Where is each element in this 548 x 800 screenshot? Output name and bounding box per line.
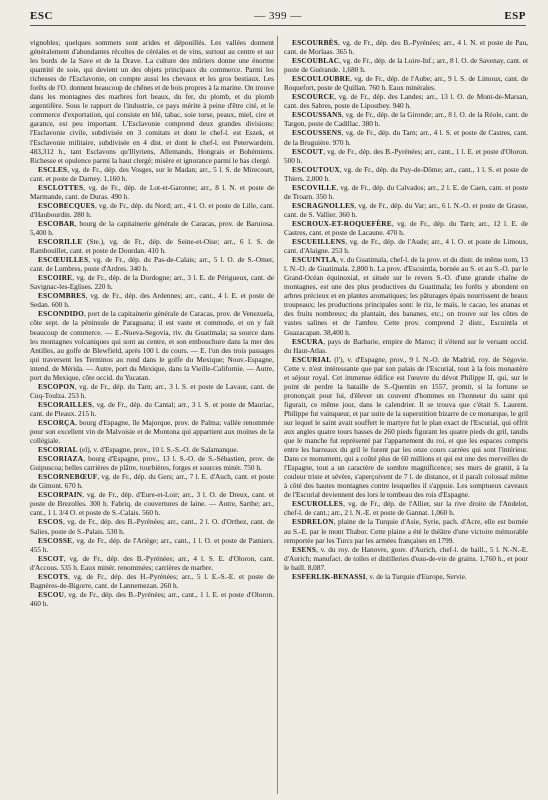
dictionary-entry [284,545,528,572]
dictionary-entry [30,572,274,590]
entry-headword: ESCOTS [38,571,68,581]
entry-text: , vg. de Fr., dép. du Gers; arr., 7 l. E. d'Auch, cant. et poste de Gimont. 670 h. [30,472,274,491]
dictionary-entry [30,237,274,255]
entry-headword: ESCOPON [38,381,75,391]
dictionary-entry [30,255,274,273]
dictionary-entry [30,490,274,517]
entry-headword: ESCLOTTES [38,182,84,192]
dictionary-entry [284,165,528,183]
entry-text: (el), v. d'Espagne, prov., 10 l. S.-S.-O. de Salamanque. [77,445,239,455]
dictionary-entry [284,183,528,201]
running-header [30,10,526,24]
entry-text: , vg. de Fr., dép. du Tarn; arr., 12 l. E. de Castres, cant. et poste de Lacaune. 470 h. [284,218,528,237]
entry-headword: ESDRELON [292,517,334,527]
dictionary-entry [30,472,274,490]
dictionary-entry [30,273,274,291]
entry-text: , vg. de Fr., dép. de l'Aude; arr., 4 l. O. et poste de Limoux, cant. d'Alaigne. 253 h. [284,237,528,256]
entry-headword: ESCOU [38,589,65,599]
entry-headword: ESCOUSSANS [292,110,342,120]
entry-text: , bourg d'Espagne, prov., 13 l. S.-O. de S.-Sébastien, prov. de Guipuscoa; belles carrières de plâtre, tourbières, forges et sources minér. 750 h. [30,454,274,473]
entry-text: , pays de Barbarie, empire de Maroc; il s'étend sur le versant occid. du Haut-Atlas. [284,336,528,355]
dictionary-entry [30,454,274,472]
entry-text: , vg. de Fr., dép. des H.-Pyrénées; arr., 5 l. E.-S.-E. et poste de Bagnères-de-Bigorre, cant. de Lannemezan. 260 h. [30,571,274,590]
header-rule [30,25,526,26]
entry-text: , vg. de Fr., dép. des B.-Pyrénées; arr., 4 l. N. et poste de Pau, cant. de Morlaas. 365 h. [284,38,528,57]
entry-text: , vg. de Fr., dép. du Var; arr., 6 l. N.-O. et poste de Grasse, cant. de S. Vallier. 360 h. [284,200,528,219]
dictionary-entry [284,201,528,219]
header-guide-word-left: ESC [30,10,53,22]
entry-headword: ESCORIAZA [38,454,84,464]
entry-headword: ESCOS [38,517,63,527]
entry-headword: ESCOT [38,553,64,563]
entry-headword: ESCOUTOUX [292,164,340,174]
entry-text: , vg. de Fr., dép. de la Gironde; arr., 8 l. O. de la Réole, cant. de Targon, poste de Cadillac. 380 h. [284,110,528,129]
entry-text: , vg. de Fr., dép. de l'Aube; arr., 9 l. S. de Limoux, cant. de Roquefort, poste de Quillan. 760 h. Eaux minérales. [284,74,528,93]
dictionary-entry [30,291,274,309]
entry-text: , vg. de Fr., dép. de l'Ariège; arr., cant., 1 l. O. et poste de Pamiers. 455 h. [30,535,274,554]
entry-headword: ESCOMBRES [38,291,86,301]
entry-text: , vg. de Fr., dép. du Tarn; arr., 3 l. S. et poste de Lavaur, cant. de Cuq-Toulza. 253 h. [30,381,274,400]
entry-headword: ESFERLIK-BENASSI [292,571,366,581]
dictionary-entry [284,355,528,500]
entry-text: , vg. de Fr., dép. de l'Allier, sur la rive droite de l'Andelot, chef-l. de cant.; arr., 2 l. N.-E. et poste de Gannat. 1,060 h. [284,499,528,518]
entry-headword: ESCOUT [292,146,324,156]
entry-text: , vg. de Fr., dép. de la Dordogne; arr., 3 l. E. de Périgueux, cant. de Savignac-les-Eglises. 220 h. [30,273,274,292]
page-number: — 399 — [254,10,302,22]
entry-text: , vg. de Fr., dép. d'Eure-et-Loir; arr., 3 l. O. de Dreux, cant. et poste de Brezolles. 300 h. Fabriq. de couvertures de laine. — Autre, Sarthe; arr., cant., 1 l. 3/4 O. et poste de S.-Calais. 560 h. [30,490,274,518]
dictionary-entry [30,590,274,608]
entry-headword: ESCOULOUBRE [292,74,351,84]
entry-headword: ESCRAGNOLLES [292,200,355,210]
left-column [30,38,274,608]
dictionary-entry [30,382,274,400]
dictionary-entry [30,309,274,381]
dictionary-entry [30,165,274,183]
entry-headword: ESCORILLE [38,237,83,247]
entry-text: , bourg de la capitainerie générale de Caracas, prov. de Baruiosa. 5,400 h. [30,218,274,237]
dictionary-entry [284,92,528,110]
dictionary-entry [284,572,528,581]
header-guide-word-right: ESP [504,10,526,22]
entry-headword: ESCOIRE [38,273,73,283]
entry-headword: ESCURIAL [292,354,332,364]
dictionary-entry [284,38,528,56]
entry-headword: ESCOURBÈS [292,38,339,47]
entry-text: , vg. de Fr., dép. du Cantal; arr., 3 l. S. et poste de Mauriac, cant. de Pleaux. 215 h. [30,399,274,418]
entry-text: , plaine de la Turquie d'Asie, Syrie, pach. d'Acre, elle est bornée au S.-E. par le mont Thabor. Cette plaine a été le théâtre d'une victoire mémorable remportée par les Turcs par les armées françaises en 1799. [284,517,528,545]
dictionary-entry [284,337,528,355]
entry-headword: ESCORAILLES [38,399,93,409]
dictionary-entry [30,201,274,219]
dictionary-entry [284,147,528,165]
entry-headword: ESCOURCE [292,92,335,102]
entry-text: , vg. de Fr., dép. des B.-Pyrénées; arr., cant., 2 l. O. d'Orthez, cant. de Salies, poste de S.-Palais. 530 h. [30,517,274,536]
entry-text: , v. du Guatimala, chef-l. de la prov. et du distr. de même nom, 13 l. N.-O. de Guatimala. 2,800 h. La prov. d'Escuintla, bornée au S. et au S.-O. par le Grand-Océan équinoxial, et située sur le revers S.-O. d'une grande chaîne de montagnes, est une des plus productives du Guatimala; les forêts y abondent en arbres précieux et en plantes aromatiques; les pâturages épais nourrissent de beaux troupeaux; les productions principales sont: le riz, le maïs, le cacao, les ananas et des fruits nombreux; du plantain, des bananes, etc.; on trouve sur les côtes de vastes salines et de l'ambre. Cette prov. comprend 2 distr., Escuintla et Guazacapan. 38,400 h. [284,255,528,337]
entry-headword: ESCUROLLES [292,499,344,509]
entry-text: , port de la capitainerie générale de Caracas, prov. de Venezuela, côte sept. de la péninsule de Paraguana; il est vaste et commode, et on y fait beaucoup de commerce. — E.-Nueva-Segovia, riv. du Guatimala; sa source dans les montagnes volcaniques qui sont au centre, et son embouchure dans la mer des Antilles, au golfe de Blewfield, après 100 l. de cours. — E. l'un des trois passages qui traversent les Terminos au rond dans le golfe du Mexique; Nouv.-Espagne, intend. de Mérida. — Autre, port du Mexique, dans la Vieille-Californie. — Autre, port du Mexique, côte occid. du Yucatan. [30,309,274,382]
entry-headword: ESCORNEBŒUF [38,472,98,482]
entry-headword: ESENS [292,544,317,554]
entry-text: (l'), v. d'Espagne, prov., 9 l. N.-O. de Madrid, roy. de Ségovie. Cette v. n'est intéressante que par son palais de l'Escurial, tout à la fois monastère et séjour royal. Cet immense édifice est l'œuvre du dévot Philippe II, qui, sur le point de perdre la bataille de S.-Quentin en 1557, promit, si la fortune se prononçait pour lui, d'élever un couvent d'hommes en l'honneur du saint qui figurait, ce même jour, dans le calendrier. Il se trouva que c'était S. Laurent. Philippe fut vainqueur, et par suite de la superstition bizarre de ce monarque, le gril sur lequel le saint avait souffert le martyre fut le plan exact de l'Escurial, qui offrit aux angles quatre tours basses de 260 pieds figurant les quatre pieds du gril, tandis que le manche fut représenté par l'appartement du roi, et que les espaces compris entre les barreaux du gril le furent par les onze cours carrées qui sont l'intérieur. Dans ce monument, qui a coûté plus de 60 millions et qui est une des merveilles de l'Espagne, tout a un caractère de sombre magnificence; ses murs de granit, à la couleur triste et sévère, s'aperçoivent de 7 l. de distance, et il paraît colossal même à côté des hautes montagnes contre lesquelles il s'appuie. Les somptueux caveaux de l'Escurial deviennent des lors le tombeau des rois d'Espagne. [284,354,528,500]
entry-text: , vg. de Fr., dép. de la Loire-Inf.; arr., 8 l. O. de Savenay, cant. et poste de Guérande. 1,680 h. [284,56,528,75]
entry-headword: ESCOUSSENS [292,128,342,138]
dictionary-entry [284,74,528,92]
dictionary-entry [30,554,274,572]
entry-headword: ESCUEILLENS [292,237,346,247]
dictionary-entry [284,237,528,255]
entry-headword: ESCOBECQUES [38,200,95,210]
dictionary-entry [30,445,274,454]
dictionary-entry [30,219,274,237]
entry-text: , vg. de Fr., dép. du Calvados; arr., 2 l. E. de Caen, cant. et poste de Troarn. 350 h. [284,182,528,201]
dictionary-entry [30,183,274,201]
dictionary-entry [30,400,274,418]
entry-text: , vg. de Fr., dép. des B.-Pyrénées; arr., 4 l. S. E. d'Oloron, cant. d'Accous. 535 h. Eaux minér. renommées; carrières de marbre. [30,553,274,572]
entry-headword: ESCURA [292,336,324,346]
entry-text: , vg. de Fr., dép. de Lot-et-Garonne; arr., 8 l. N. et poste de Marmande, cant. de Duras. 490 h. [30,182,274,201]
entry-headword: ESCOSSE [38,535,73,545]
right-column [284,38,528,581]
entry-text: (Ste.), vg. de Fr., dép. de Seine-et-Oise; arr., 6 l. S. de Rambouillet, cant. et poste de Dourdan. 410 h. [30,237,274,256]
dictionary-entry [284,499,528,517]
entry-text: , vg. de Fr., dép. du Puy-de-Dôme; arr., cant., 1 l. S. et poste de Thiers. 2,000 h. [284,164,528,183]
dictionary-entry [284,255,528,336]
dictionary-entry [30,38,274,165]
dictionary-entry [30,517,274,535]
dictionary-entry [284,110,528,128]
entry-headword: ESCOVILLE [292,182,337,192]
entry-headword: ESCORÇA [38,417,76,427]
entry-headword: ESCORIAL [38,445,78,455]
dictionary-entry [30,418,274,445]
entry-headword: ESCROUX-ET-ROQUEFÈRE [292,218,392,228]
entry-text: , vg. de Fr., dép. du Tarn; arr., 4 l. S. et poste de Castres, cant. de la Bruguière. 970 h. [284,128,528,147]
entry-text: , vg. de Fr., dép. des Vosges, sur le Madan; arr., 5 l. S. de Mirecourt, cant. et poste de Darney. 1,160 h. [30,164,274,183]
dictionary-entry [30,536,274,554]
column-divider [277,36,278,794]
entry-text: vignobles; quelques sommets sont arides et dépouillés. Les vallées donnent généralement d'abondantes récoltes de céréales et de vins, surtout au centre et sur les bords de la Save et de la Drave. La culture des mûriers donne une énorme quantité de soie, qui devient un des objets principaux du commerce. Parmi les richesses de l'Esclavonie, on compte aussi les chevaux et les gros bestiaux. Les forêts de l'O. donnent beaucoup de chênes et de bois propres à la marine. On trouve dans les montagnes des marbres fort beaux, du fer, du plomb, et du plomb argentifère. Sous le rapport de l'industrie, ce pays mérite à peine d'être cité, et le commerce d'exportation, qui consiste en blé, tabac, soie torse, peaux, miel, cire et garance, est peu important. L'Esclavonie comprend deux grandes divisions: l'Esclavonie civile, subdivisée en 3 comitats et dont le chef-l. est Eszek, et l'Esclavonie militaire, subdivisée en 4 dist. et dont le chef-l. est Peterwardein. 483,312 h., tant Esclavons qu'Illyriens, Allemands, Hongrais et Bohémiens. Richesse et opulence parmi la haut clergé; misère et ignorance parmi le bas clergé. [30,38,274,165]
dictionary-entry [284,517,528,544]
entry-headword: ESCOUBLAC [292,56,340,66]
entry-headword: ESCONDIDO [38,309,84,319]
dictionary-entry [284,128,528,146]
entry-headword: ESCUINTLA [292,255,337,265]
dictionary-entry [284,56,528,74]
dictionary-entry [284,219,528,237]
entry-text: , vg. de Fr., dép. des B.-Pyrénées; arr., cant., 1 l. E. et poste d'Oloron. 500 h. [284,146,528,165]
entry-headword: ESCŒUILLES [38,255,89,265]
entry-text: , vg. de Fr., dép. des B.-Pyrénées; arr., cant., 1 l. E. et poste d'Oloron. 460 h. [30,589,274,608]
entry-text: , bourg d'Espagne, île Majorque, prov. de Palma; vallée renommée pour son excellent vin de Malvoisie et de Montona qui appartient aux moines de la collégiale. [30,417,274,446]
entry-headword: ESCOBAR [38,218,75,228]
entry-text: , vg. de Fr., dép. du Nord; arr., 4 l. O. et poste de Lille, cant. d'Haubourdin. 280 h. [30,200,274,219]
entry-headword: ESCLES [38,164,68,174]
entry-headword: ESCORPAIN [38,490,83,500]
entry-text: , vg. de Fr., dép. des Landes; arr., 13 l. O. de Mont-de-Marsan, cant. des Sabres, poste de Lipostbey. 940 h. [284,92,528,111]
entry-text: , v. de la Turquie d'Europe, Servie. [365,571,467,581]
entry-text: , vg. de Fr., dép. des Ardennes; arr., cant., 4 l. E. et poste de Sedan. 600 h. [30,291,274,310]
entry-text: , v. du roy. de Hanovre, gouv. d'Aurich, chef-l. de baill., 5 l. N.-N.-E. d'Aurich; manufact. de toiles et distilleries d'eau-de-vie de grains. 1,760 h., et pour le baill. 8,087. [284,544,528,572]
entry-text: , vg. de Fr., dép. du Pas-de-Calais; arr., 5 l. O. de S.-Omer, cant. de Lumbres, poste d'Ardres. 340 h. [30,255,274,274]
